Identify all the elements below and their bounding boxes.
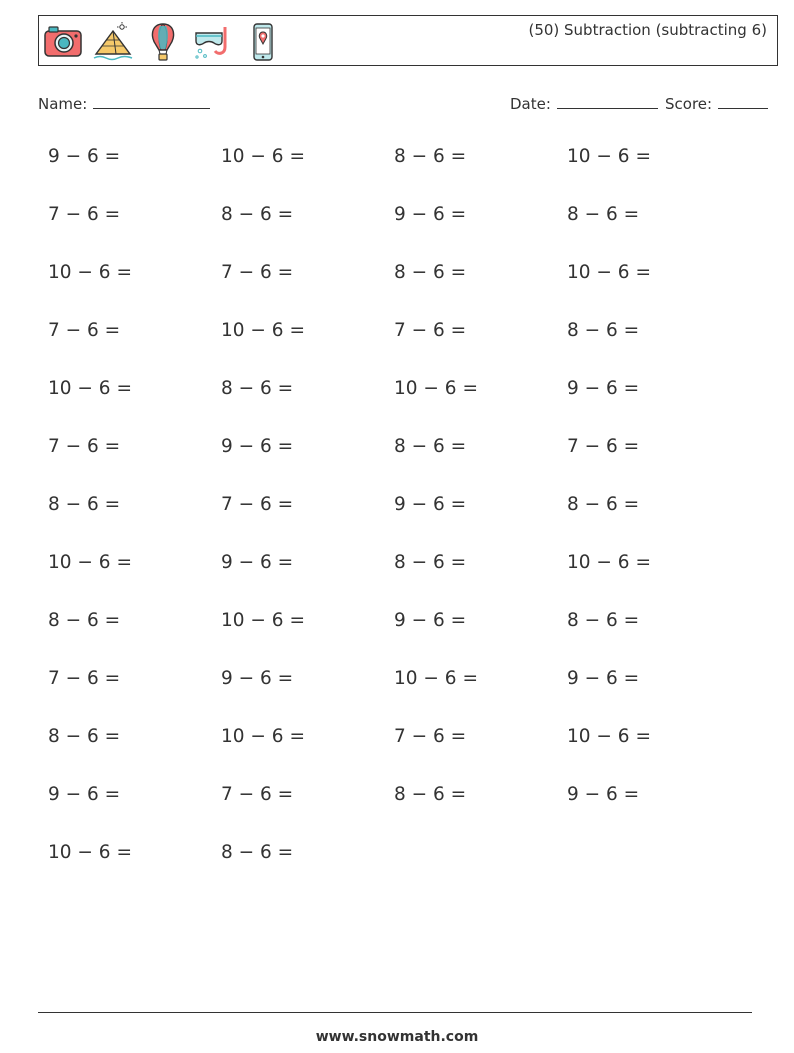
date-label: Date: [510, 95, 551, 113]
subtraction-problem: 10 − 6 = [221, 610, 305, 631]
subtraction-problem: 9 − 6 = [221, 668, 294, 689]
subtraction-problem: 9 − 6 = [48, 146, 121, 167]
hot-air-balloon-icon [142, 21, 184, 63]
subtraction-problem: 7 − 6 = [48, 320, 121, 341]
subtraction-problem: 10 − 6 = [567, 146, 651, 167]
subtraction-problem: 9 − 6 = [394, 494, 467, 515]
subtraction-problem: 8 − 6 = [394, 436, 467, 457]
problem-row [48, 204, 768, 262]
subtraction-problem: 10 − 6 = [221, 320, 305, 341]
subtraction-problem: 8 − 6 = [48, 610, 121, 631]
subtraction-problem: 9 − 6 = [394, 610, 467, 631]
subtraction-problem: 10 − 6 = [394, 668, 478, 689]
name-label: Name: [38, 95, 88, 113]
pyramid-icon [92, 21, 134, 63]
problem-row [48, 552, 768, 610]
date-blank[interactable] [557, 93, 658, 109]
problem-row [48, 146, 768, 204]
subtraction-problem: 7 − 6 = [48, 668, 121, 689]
subtraction-problem: 9 − 6 = [394, 204, 467, 225]
subtraction-problem: 9 − 6 = [567, 668, 640, 689]
subtraction-problem: 7 − 6 = [394, 320, 467, 341]
subtraction-problem: 9 − 6 = [221, 436, 294, 457]
subtraction-problem: 10 − 6 = [567, 262, 651, 283]
subtraction-problem: 7 − 6 = [221, 262, 294, 283]
subtraction-problem: 10 − 6 = [221, 146, 305, 167]
date-field [510, 93, 658, 113]
score-label: Score: [665, 95, 713, 113]
camera-icon [42, 21, 84, 63]
subtraction-problem: 8 − 6 = [567, 610, 640, 631]
subtraction-problem: 8 − 6 = [394, 784, 467, 805]
problem-row [48, 494, 768, 552]
subtraction-problem: 9 − 6 = [48, 784, 121, 805]
subtraction-problem: 7 − 6 = [567, 436, 640, 457]
subtraction-problem: 10 − 6 = [48, 552, 132, 573]
name-blank[interactable] [93, 93, 210, 109]
worksheet-title: (50) Subtraction (subtracting 6) [528, 21, 767, 39]
subtraction-problem: 8 − 6 = [48, 494, 121, 515]
phone-location-icon [242, 21, 284, 63]
subtraction-problem: 8 − 6 = [221, 378, 294, 399]
subtraction-problem: 8 − 6 = [567, 494, 640, 515]
subtraction-problem: 7 − 6 = [48, 436, 121, 457]
problem-row [48, 668, 768, 726]
subtraction-problem: 9 − 6 = [221, 552, 294, 573]
problem-row [48, 262, 768, 320]
problem-row [48, 726, 768, 784]
subtraction-problem: 10 − 6 = [48, 842, 132, 863]
problem-row [48, 610, 768, 668]
subtraction-problem: 8 − 6 = [221, 842, 294, 863]
problem-row [48, 436, 768, 494]
footer-divider [38, 1012, 752, 1013]
subtraction-problem: 8 − 6 = [221, 204, 294, 225]
score-field [665, 93, 768, 113]
subtraction-problem: 7 − 6 = [221, 784, 294, 805]
name-field [38, 93, 210, 113]
problem-row [48, 378, 768, 436]
subtraction-problem: 8 − 6 = [394, 262, 467, 283]
subtraction-problem: 10 − 6 = [567, 726, 651, 747]
subtraction-problem: 10 − 6 = [394, 378, 478, 399]
worksheet-header [38, 15, 778, 66]
footer-website: www.snowmath.com [315, 1029, 479, 1045]
problem-row [48, 784, 768, 842]
subtraction-problem: 8 − 6 = [394, 552, 467, 573]
subtraction-problem: 10 − 6 = [567, 552, 651, 573]
subtraction-problem: 8 − 6 = [567, 204, 640, 225]
score-blank[interactable] [718, 93, 768, 109]
subtraction-problem: 10 − 6 = [48, 378, 132, 399]
subtraction-problem: 7 − 6 = [48, 204, 121, 225]
problem-grid [48, 146, 768, 900]
subtraction-problem: 8 − 6 = [567, 320, 640, 341]
snorkel-mask-icon [192, 21, 234, 63]
problem-row [48, 320, 768, 378]
subtraction-problem: 9 − 6 = [567, 378, 640, 399]
subtraction-problem: 7 − 6 = [221, 494, 294, 515]
icon-strip [42, 20, 284, 64]
problem-row [48, 842, 768, 900]
subtraction-problem: 8 − 6 = [394, 146, 467, 167]
subtraction-problem: 8 − 6 = [48, 726, 121, 747]
subtraction-problem: 10 − 6 = [221, 726, 305, 747]
subtraction-problem: 7 − 6 = [394, 726, 467, 747]
subtraction-problem: 10 − 6 = [48, 262, 132, 283]
subtraction-problem: 9 − 6 = [567, 784, 640, 805]
